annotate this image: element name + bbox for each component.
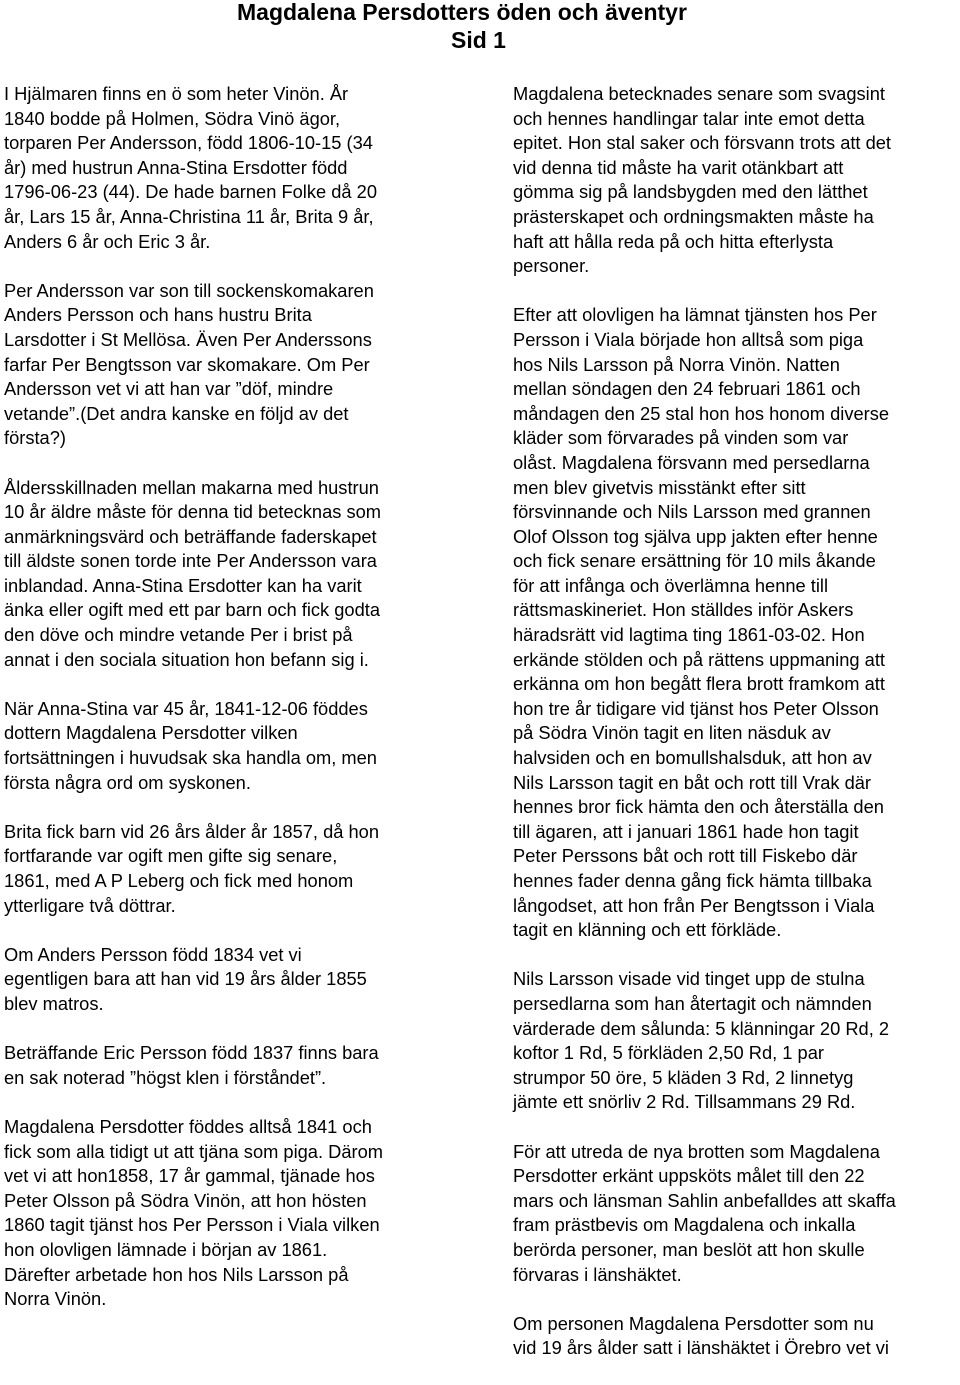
text-line: ytterligare två döttrar. (4, 894, 176, 916)
text-line: vid 19 års ålder satt i länshäktet i Örebro vet vi (513, 1337, 889, 1359)
text-line: egentligen bara att han vid 19 års ålder 1855 (4, 968, 367, 990)
paragraph (4, 943, 448, 1017)
text-line: Peter Perssons båt och rott till Fiskebo där (513, 845, 858, 867)
text-line: personer. (513, 255, 590, 277)
text-line: men blev givetvis misstänkt efter sitt (513, 476, 806, 498)
text-line: Nils Larsson tagit en båt och rott till Vrak där (513, 771, 872, 793)
paragraph (513, 82, 960, 279)
paragraph (4, 697, 448, 795)
text-line: Anders Persson och hans hustru Brita (4, 304, 312, 326)
text-line: Nils Larsson visade vid tinget upp de stulna (513, 968, 865, 990)
text-line: till äldste sonen torde inte Per Andersson vara (4, 550, 377, 572)
text-line: hos Nils Larsson på Norra Vinön. Natten (513, 353, 840, 375)
text-line: Efter att olovligen ha lämnat tjänsten hos Per (513, 304, 877, 326)
text-line: kläder som förvarades på vinden som var (513, 427, 849, 449)
text-line: mellan söndagen den 24 februari 1861 och (513, 378, 861, 400)
text-line: haft att hålla reda på och hitta efterlysta (513, 230, 834, 252)
paragraph (513, 303, 960, 942)
text-line: rättsmaskineriet. Hon ställdes inför Askers (513, 599, 854, 621)
text-line: värderade dem sålunda: 5 klänningar 20 Rd, 2 (513, 1017, 890, 1039)
text-line: Peter Olsson på Södra Vinön, att hon hösten (4, 1189, 367, 1211)
text-line: hon tre år tidigare vid tjänst hos Peter Olsson (513, 697, 879, 719)
text-line: erkände stölden och på rättens uppmaning att (513, 648, 885, 670)
text-line: gömma sig på landsbygden med den lätthet (513, 181, 868, 203)
text-line: till ägaren, att i januari 1861 hade hon tagit (513, 820, 859, 842)
text-line: Därefter arbetade hon hos Nils Larsson på (4, 1263, 349, 1285)
text-line: hennes fader denna gång fick hämta tillbaka (513, 870, 872, 891)
page-number: Sid 1 (451, 27, 506, 53)
text-line: olåst. Magdalena försvann med persedlarna (513, 451, 870, 473)
text-line: koftor 1 Rd, 5 förkläden 2,50 Rd, 1 par (513, 1042, 824, 1064)
text-line: änka eller ogift med ett par barn och fick godta (4, 599, 380, 621)
text-line: Åldersskillnaden mellan makarna med hustrun (4, 476, 379, 498)
paragraph (513, 1312, 960, 1361)
text-line: inblandad. Anna-Stina Ersdotter kan ha varit (4, 574, 362, 596)
text-line: år) med hustrun Anna-Stina Ersdotter född (4, 156, 348, 178)
text-line: Larsdotter i St Mellösa. Även Per Anderssons (4, 328, 372, 350)
paragraph (4, 279, 448, 451)
text-line: jämte ett snörliv 2 Rd. Tillsammans 29 Rd. (513, 1091, 856, 1113)
text-line: Persson i Viala började hon alltså som piga (513, 328, 864, 350)
text-line: 10 år äldre måste för denna tid betecknas som (4, 501, 382, 523)
text-line: vet vi att hon1858, 17 år gammal, tjänade hos (4, 1165, 375, 1187)
text-line: en sak noterad ”högst klen i förståndet”. (4, 1066, 327, 1088)
text-line: prästerskapet och ordningsmakten måste ha (513, 205, 874, 227)
text-line: torparen Per Andersson, född 1806-10-15 (34 (4, 132, 373, 154)
text-line: första?) (4, 427, 66, 449)
paragraph (4, 476, 448, 673)
text-line: persedlarna som han återtagit och nämnden (513, 992, 872, 1014)
text-line: förvaras i länshäktet. (513, 1263, 682, 1285)
text-line: 1860 tagit tjänst hos Per Persson i Viala vilken (4, 1214, 380, 1236)
text-line: Persdotter erkänt uppsköts målet till den 22 (513, 1165, 865, 1187)
text-line: mars och länsman Sahlin anbefalldes att skaffa (513, 1189, 896, 1211)
text-line: farfar Per Bengtsson var skomakare. Om Per (4, 353, 370, 375)
text-line: Beträffande Eric Persson född 1837 finns bara (4, 1042, 379, 1064)
text-line: annat i den sociala situation hon befann sig i. (4, 648, 369, 670)
text-line: hennes bror fick hämta den och återställa den (513, 796, 884, 818)
text-line: Norra Vinön. (4, 1288, 107, 1310)
text-line: 1861, med A P Leberg och fick med honom (4, 870, 354, 891)
text-line: Om personen Magdalena Persdotter som nu (513, 1312, 874, 1334)
text-line: fram prästbevis om Magdalena och inkalla (513, 1214, 856, 1236)
text-line: berörda personer, man beslöt att hon skulle (513, 1238, 865, 1260)
document-title: Magdalena Persdotters öden och äventyr (237, 0, 687, 25)
text-line: vetande”.(Det andra kanske en följd av det (4, 402, 349, 424)
text-line: 1840 bodde på Holmen, Södra Vinö ägor, (4, 107, 341, 129)
text-line: 1796-06-23 (44). De hade barnen Folke då 20 (4, 181, 377, 203)
text-line: erkänna om hon begått flera brott framkom att (513, 673, 885, 695)
right-text-column (513, 82, 960, 1385)
text-line: När Anna-Stina var 45 år, 1841-12-06 föddes (4, 697, 368, 719)
text-line: strumpor 50 öre, 5 kläden 3 Rd, 2 linnetyg (513, 1066, 854, 1088)
paragraph (4, 1041, 448, 1090)
text-line: på Södra Vinön tagit en liten näsduk av (513, 722, 831, 744)
left-text-column (4, 82, 448, 1336)
text-line: långodset, att hon från Per Bengtsson i Viala (513, 894, 875, 916)
text-line: fick som alla tidigt ut att tjäna som piga. Därom (4, 1140, 383, 1162)
text-line: vid denna tid måste ha varit otänkbart att (513, 156, 844, 178)
text-line: Per Andersson var son till sockenskomakaren (4, 279, 374, 301)
text-line: Magdalena Persdotter föddes alltså 1841 och (4, 1115, 372, 1137)
text-line: Andersson vet vi att han var ”döf, mindre (4, 378, 334, 400)
text-line: Anders 6 år och Eric 3 år. (4, 230, 211, 252)
paragraph (4, 820, 448, 918)
text-line: den döve och mindre vetande Per i brist på (4, 624, 353, 646)
text-line: häradsrätt vid lagtima ting 1861-03-02. Hon (513, 624, 865, 646)
text-line: För att utreda de nya brotten som Magdalena (513, 1140, 880, 1162)
text-line: Brita fick barn vid 26 års ålder år 1857, då hon (4, 820, 379, 842)
text-line: och hennes handlingar talar inte emot detta (513, 107, 865, 129)
text-line: hon olovligen lämnade i början av 1861. (4, 1238, 328, 1260)
paragraph (513, 1140, 960, 1288)
text-line: halvsiden och en bomullshalsduk, att hon av (513, 747, 872, 769)
text-line: dottern Magdalena Persdotter vilken (4, 722, 298, 744)
text-line: Magdalena betecknades senare som svagsint (513, 83, 885, 104)
text-line: år, Lars 15 år, Anna-Christina 11 år, Brita 9 år, (4, 205, 374, 227)
text-line: epitet. Hon stal saker och försvann trots att det (513, 132, 892, 154)
text-line: blev matros. (4, 992, 104, 1014)
text-line: och fick senare ersättning för 10 mils åkande (513, 550, 876, 572)
text-line: anmärkningsvärd och beträffande faderskapet (4, 525, 377, 547)
paragraph (4, 1115, 448, 1312)
paragraph (4, 82, 448, 254)
text-line: försvinnande och Nils Larsson med grannen (513, 501, 871, 523)
text-line: tagit en klänning och ett förkläde. (513, 919, 782, 941)
paragraph (513, 967, 960, 1115)
text-line: fortsättningen i huvudsak ska handla om, men (4, 747, 377, 769)
text-line: fortfarande var ogift men gifte sig senare, (4, 845, 338, 867)
text-line: första några ord om syskonen. (4, 771, 251, 793)
text-line: Olof Olsson tog själva upp jakten efter henne (513, 525, 878, 547)
text-line: för att infånga och överlämna henne till (513, 574, 829, 596)
text-line: I Hjälmaren finns en ö som heter Vinön. År (4, 83, 349, 104)
text-line: måndagen den 25 stal hon hos honom diverse (513, 402, 890, 424)
text-line: Om Anders Persson född 1834 vet vi (4, 943, 302, 965)
